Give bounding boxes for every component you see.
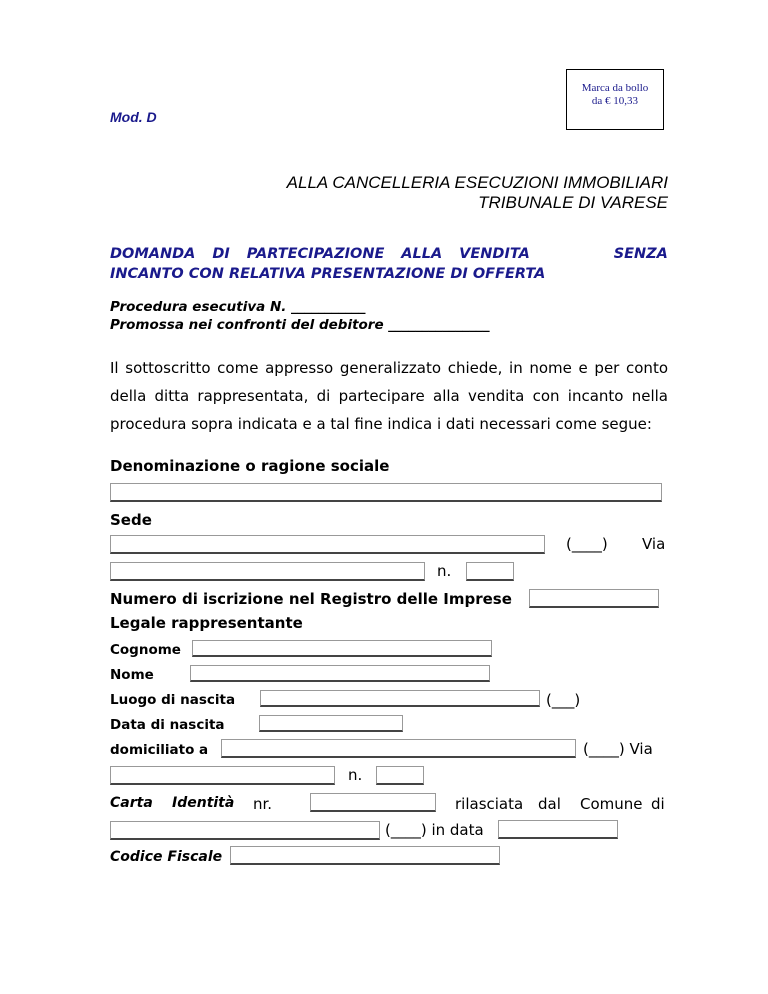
recipient-line-2: TRIBUNALE DI VARESE	[478, 193, 668, 212]
label-data-nascita: Data di nascita	[110, 717, 225, 733]
nome-field[interactable]	[190, 665, 490, 682]
data-rilascio-field[interactable]	[498, 820, 618, 839]
domanda-word: DI	[212, 246, 230, 262]
label-legale: Legale rappresentante	[110, 614, 303, 632]
label-prov-sede: (____)	[566, 535, 608, 553]
registro-field[interactable]	[529, 589, 659, 608]
domanda-word: SENZA	[613, 246, 668, 262]
cognome-field[interactable]	[192, 640, 492, 657]
procedura-line-1: Procedura esecutiva N. ___________	[110, 299, 366, 315]
domanda-title	[110, 244, 668, 284]
label-n2: n.	[348, 766, 363, 784]
domanda-word: VENDITA	[459, 246, 530, 262]
domanda-word: PARTECIPAZIONE	[246, 246, 385, 262]
label-rilasciata: rilasciata	[455, 795, 524, 813]
label-nr: nr.	[253, 795, 273, 813]
via-domicilio-field[interactable]	[110, 766, 335, 785]
domanda-line-2: INCANTO CON RELATIVA PRESENTAZIONE DI OFFERTA	[110, 266, 546, 282]
label-cognome: Cognome	[110, 642, 181, 658]
civico-field[interactable]	[466, 562, 514, 581]
label-dal: dal	[538, 795, 561, 813]
codice-fiscale-field[interactable]	[230, 846, 500, 865]
data-nascita-field[interactable]	[259, 715, 403, 732]
carta-numero-field[interactable]	[310, 793, 436, 812]
label-comune: Comune	[580, 795, 643, 813]
label-domiciliato: domiciliato a	[110, 742, 209, 758]
label-n: n.	[437, 562, 452, 580]
stamp-line-1: Marca da bollo	[581, 82, 649, 94]
via-field[interactable]	[110, 562, 425, 581]
comune-rilascio-field[interactable]	[110, 821, 380, 840]
stamp-line-2: da € 10,33	[591, 95, 639, 107]
domanda-word: ALLA	[401, 246, 443, 262]
label-codice-fiscale: Codice Fiscale	[110, 849, 223, 865]
label-sede: Sede	[110, 511, 152, 529]
label-nome: Nome	[110, 667, 154, 683]
label-registro: Numero di iscrizione nel Registro delle Imprese	[110, 590, 512, 608]
label-denominazione: Denominazione o ragione sociale	[110, 457, 390, 475]
label-prov-rilascio: (____) in data	[385, 821, 484, 839]
domicilio-field[interactable]	[221, 739, 576, 758]
domanda-word: DOMANDA	[110, 246, 196, 262]
procedura-line-2: Promossa nei confronti del debitore _______________	[110, 317, 490, 333]
label-di: di	[651, 795, 665, 813]
marca-da-bollo-box	[566, 69, 664, 130]
label-prov-dom: (____) Via	[583, 740, 653, 758]
module-code: Mod. D	[110, 109, 157, 125]
label-carta: Carta	[110, 795, 153, 811]
luogo-nascita-field[interactable]	[260, 690, 540, 707]
recipient-line-1: ALLA CANCELLERIA ESECUZIONI IMMOBILIARI	[286, 173, 668, 192]
label-luogo-nascita: Luogo di nascita	[110, 692, 236, 708]
label-prov-nascita: (___)	[546, 691, 581, 709]
intro-paragraph: Il sottoscritto come appresso generalizzato chiede, in nome e per conto della ditta rappresentata, di partecipare alla vendita con incanto nella procedura sopra indicata e a tal fine indica i dati necessari come segue:	[110, 359, 668, 433]
sede-field[interactable]	[110, 535, 545, 554]
label-via: Via	[642, 535, 666, 553]
civico-domicilio-field[interactable]	[376, 766, 424, 785]
denominazione-field[interactable]	[110, 483, 662, 502]
label-identita: Identità	[172, 795, 235, 811]
domanda-line-1	[110, 244, 668, 264]
